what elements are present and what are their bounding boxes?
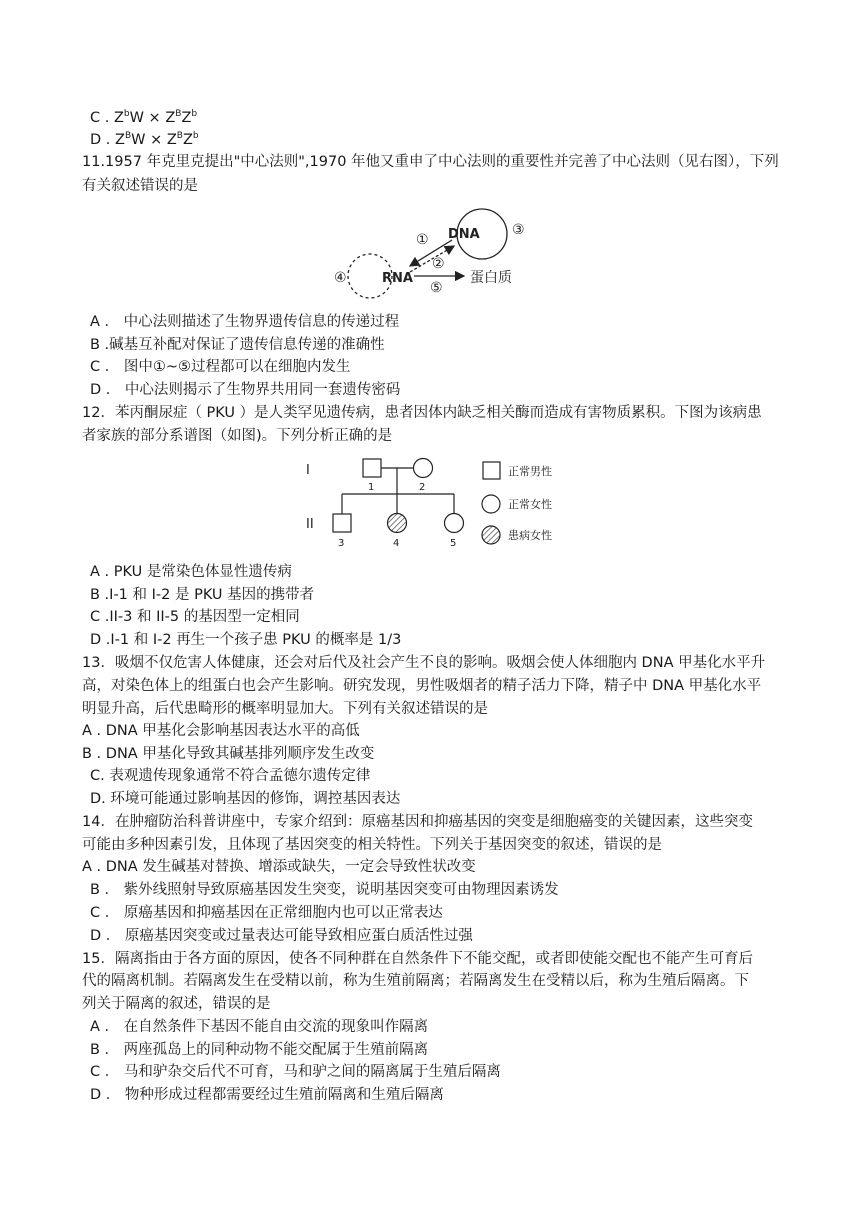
generation-1-label: I xyxy=(306,463,310,478)
rna-label: RNA xyxy=(382,271,413,286)
pedigree-num-1: 1 xyxy=(368,482,375,493)
dna-label: DNA xyxy=(448,227,480,242)
q13-stem-line1: 13．吸烟不仅危害人体健康，还会对后代及社会产生不良的影响。吸烟会使人体细胞内 DNA 甲基化水平升 xyxy=(82,655,766,671)
legend-female-symbol xyxy=(482,495,500,513)
q15-option-a: A ． 在自然条件下基因不能自由交流的现象叫作隔离 xyxy=(90,1019,429,1035)
pedigree-svg xyxy=(300,452,570,557)
q10-option-c: C . $Z^bW \times Z^BZ^b$ xyxy=(90,109,198,126)
protein-label: 蛋白质 xyxy=(470,270,512,286)
pedigree-num-3: 3 xyxy=(338,538,345,549)
q12-option-c: C .II-3 和 II-5 的基因型一定相同 xyxy=(90,609,300,625)
q15-option-b: B ． 两座孤岛上的同种动物不能交配属于生殖前隔离 xyxy=(90,1042,429,1058)
q14-option-b: B ． 紫外线照射导致原癌基因发生突变，说明基因突变可由物理因素诱发 xyxy=(90,882,559,898)
q15-stem-line3: 列关于隔离的叙述，错误的是 xyxy=(82,996,271,1012)
q10-option-d: D . $Z^BW \times Z^BZ^b$ xyxy=(90,131,199,148)
q14-option-c: C ． 原癌基因和抑癌基因在正常细胞内也可以正常表达 xyxy=(90,905,443,921)
legend-male-symbol xyxy=(483,462,500,479)
legend-male-label: 正常男性 xyxy=(508,465,552,478)
q13-stem-line3: 明显升高，后代患畸形的概率明显加大。下列有关叙述错误的是 xyxy=(82,701,488,717)
legend-female-label: 正常女性 xyxy=(508,498,552,511)
process-3-label: ③ xyxy=(512,222,525,238)
central-dogma-diagram xyxy=(330,200,550,304)
q12-stem-line2: 者家族的部分系谱图（如图)。下列分析正确的是 xyxy=(82,428,393,444)
pedigree-ii4-affected-female xyxy=(388,514,407,533)
q13-option-a: A . DNA 甲基化会影响基因表达水平的高低 xyxy=(82,723,360,739)
legend-affected-symbol xyxy=(482,526,500,544)
q14-option-d: D ． 原癌基因突变或过量表达可能导致相应蛋白质活性过强 xyxy=(90,928,473,944)
process-1-label: ① xyxy=(416,232,429,248)
q14-option-a: A . DNA 发生碱基对替换、增添或缺失，一定会导致性状改变 xyxy=(82,859,476,875)
q13-option-c: C. 表观遗传现象通常不符合孟德尔遗传定律 xyxy=(90,768,371,784)
q13-stem-line2: 高，对染色体上的组蛋白也会产生影响。研究发现，男性吸烟者的精子活力下降，精子中 DNA 甲基化水平 xyxy=(82,678,762,694)
q11-option-a: A ． 中心法则描述了生物界遗传信息的传递过程 xyxy=(90,314,400,330)
q15-stem-line2: 代的隔离机制。若隔离发生在受精以前，称为生殖前隔离；若隔离发生在受精以后，称为生殖后隔离。下 xyxy=(82,973,749,989)
q11-option-c: C ． 图中①~⑤过程都可以在细胞内发生 xyxy=(90,359,351,375)
q12-stem-line1: 12．苯丙酮尿症（ PKU ）是人类罕见遗传病，患者因体内缺乏相关酶而造成有害物质累积。下图为该病患 xyxy=(82,405,762,421)
process-4-label: ④ xyxy=(334,270,347,286)
generation-2-label: II xyxy=(306,517,314,532)
q12-option-b: B .I-1 和 I-2 是 PKU 基因的携带者 xyxy=(90,587,315,603)
q11-stem-line1: 11.1957 年克里克提出"中心法则",1970 年他又重申了中心法则的重要性并完善了中心法则（见右图），下列 xyxy=(82,154,779,170)
q14-stem-line2: 可能由多种因素引发，且体现了基因突变的相关特性。下列关于基因突变的叙述，错误的是 xyxy=(82,837,662,853)
q14-stem-line1: 14．在肿瘤防治科普讲座中，专家介绍到：原癌基因和抑癌基因的突变是细胞癌变的关键因素，这些突变 xyxy=(82,814,753,830)
pedigree-num-4: 4 xyxy=(393,538,400,549)
pedigree-ii5-female xyxy=(445,514,464,533)
q11-option-b: B .碱基互补配对保证了遗传信息传递的准确性 xyxy=(90,337,385,353)
q13-option-b: B . DNA 甲基化导致其碱基排列顺序发生改变 xyxy=(82,746,375,762)
q15-option-c: C ． 马和驴杂交后代不可育，马和驴之间的隔离属于生殖后隔离 xyxy=(90,1064,501,1080)
pedigree-i2-female xyxy=(414,459,433,478)
q13-option-d: D. 环境可能通过影响基因的修饰，调控基因表达 xyxy=(90,791,401,807)
q12-option-d: D .I-1 和 I-2 再生一个孩子患 PKU 的概率是 1/3 xyxy=(90,632,402,648)
pedigree-diagram xyxy=(300,452,570,561)
central-dogma-svg xyxy=(330,200,550,300)
pedigree-ii3-male xyxy=(333,514,351,532)
q12-option-a: A . PKU 是常染色体显性遗传病 xyxy=(90,564,292,580)
pedigree-num-2: 2 xyxy=(419,482,426,493)
pedigree-num-5: 5 xyxy=(450,538,457,549)
q15-stem-line1: 15．隔离指由于各方面的原因，使各不同种群在自然条件下不能交配，或者即使能交配也不能产生可育后 xyxy=(82,951,753,967)
pedigree-i1-male xyxy=(363,459,381,477)
process-2-label: ② xyxy=(432,256,445,272)
q11-option-d: D ． 中心法则揭示了生物界共用同一套遗传密码 xyxy=(90,382,401,398)
q15-option-d: D ． 物种形成过程都需要经过生殖前隔离和生殖后隔离 xyxy=(90,1087,444,1103)
process-5-label: ⑤ xyxy=(430,280,443,296)
legend-affected-label: 患病女性 xyxy=(508,529,552,542)
q11-stem-line2: 有关叙述错误的是 xyxy=(82,178,198,194)
